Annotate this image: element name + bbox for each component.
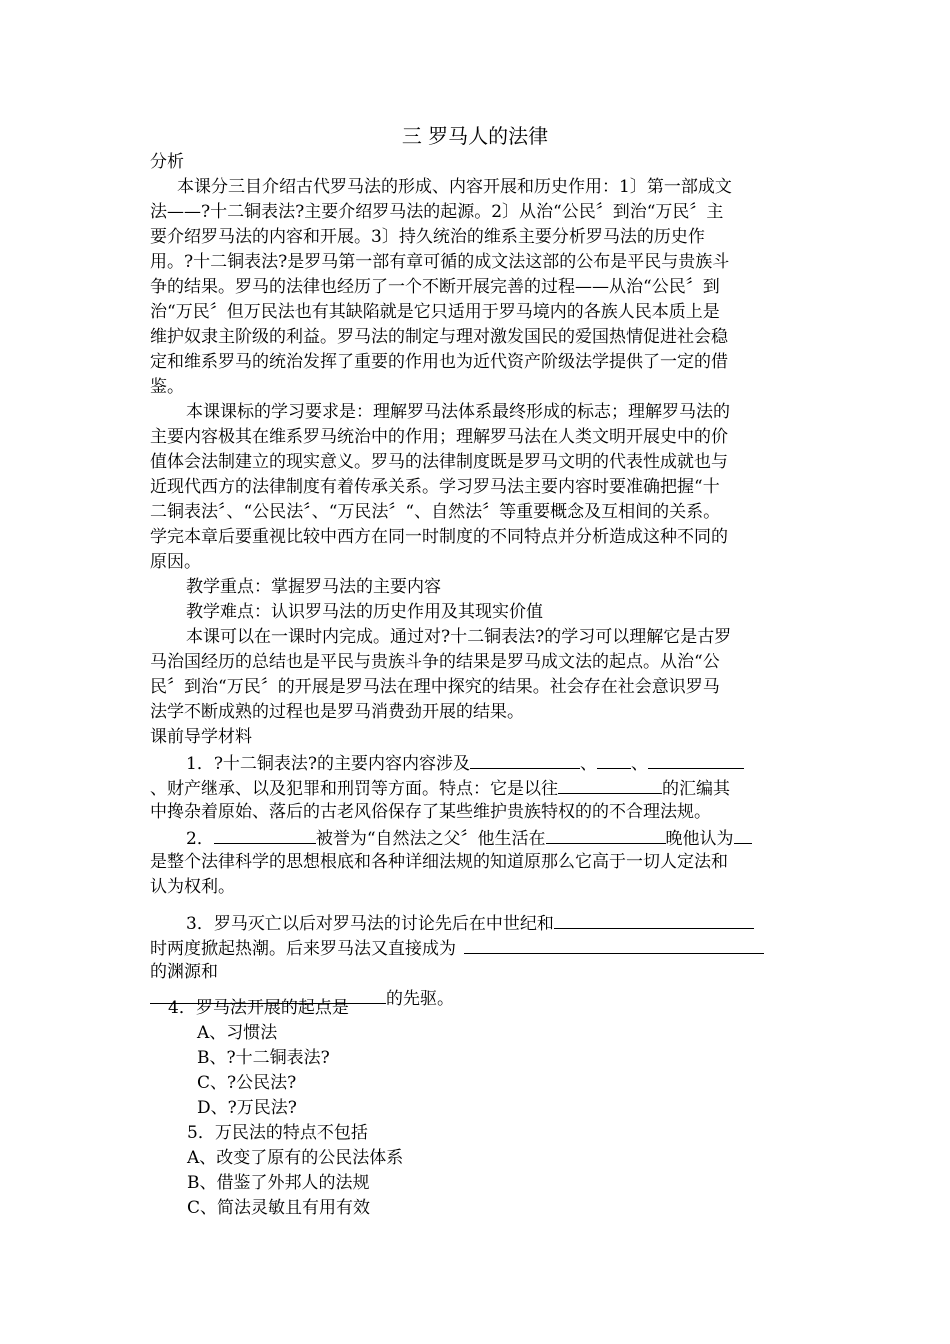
teaching-difficulty: 教学难点：认识罗马法的历史作用及其现实价值 xyxy=(186,602,543,622)
paragraph-line: 近现代西方的法律制度有着传承关系。学习罗马法主要内容时要准确把握“十 xyxy=(150,477,720,497)
answer-blank[interactable] xyxy=(470,750,580,769)
analysis-heading: 分析 xyxy=(150,152,184,172)
question-2-line-1 xyxy=(150,825,802,850)
paragraph-line: 马治国经历的总结也是平民与贵族斗争的结果是罗马成文法的起点。从治“公 xyxy=(150,652,720,672)
paragraph-line: 二铜表法〞、“公民法〞、“万民法〞“、自然法〞等重要概念及互相间的关系。 xyxy=(150,502,721,522)
question-text: 、财产继承、以及犯罪和刑罚等方面。特点：它是以往 xyxy=(150,779,558,799)
paragraph-line: 定和维系罗马的统治发挥了重要的作用也为近代资产阶级法学提供了一定的借 xyxy=(150,352,728,372)
question-text: 、 xyxy=(631,754,649,774)
answer-blank[interactable] xyxy=(546,825,666,844)
question-text: 的先驱。 xyxy=(386,989,454,1009)
question-1-line-1 xyxy=(150,750,802,775)
question-3-line-3: 的渊源和 xyxy=(150,962,218,982)
answer-blank[interactable] xyxy=(464,935,764,954)
paragraph-line: 本课课标的学习要求是：理解罗马法体系最终形成的标志；理解罗马法的 xyxy=(186,402,730,422)
question-2-line-3: 认为权利。 xyxy=(150,877,235,897)
choice-option[interactable]: B、借鉴了外邦人的法规 xyxy=(187,1173,370,1193)
question-1-line-3: 中搀杂着原始、落后的古老风俗保存了某些维护贵族特权的的不合理法规。 xyxy=(150,802,711,822)
choice-option[interactable]: C、?公民法? xyxy=(197,1073,297,1093)
paragraph-line: 主要内容极其在维系罗马统治中的作用；理解罗马法在人类文明开展史中的价 xyxy=(150,427,728,447)
paragraph-line: 本课可以在一课时内完成。通过对?十二铜表法?的学习可以理解它是古罗 xyxy=(186,627,732,647)
paragraph-line: 值体会法制建立的现实意义。罗马的法律制度既是罗马文明的代表性成就也与 xyxy=(150,452,728,472)
question-text: 的汇编其 xyxy=(662,779,730,799)
paragraph-line: 维护奴隶主阶级的利益。罗马法的制定与理对激发国民的爱国热情促进社会稳 xyxy=(150,327,728,347)
paragraph-line: 法——?十二铜表法?主要介绍罗马法的起源。2〕从治“公民〞到治“万民〞主 xyxy=(150,202,724,222)
choice-option[interactable]: D、?万民法? xyxy=(197,1098,297,1118)
paragraph-line: 要介绍罗马法的内容和开展。3〕持久统治的维系主要分析罗马法的历史作 xyxy=(150,227,705,247)
question-4-stem: 4．罗马法开展的起点是 xyxy=(168,998,349,1018)
choice-option[interactable]: A、习惯法 xyxy=(197,1023,278,1043)
question-text: 、 xyxy=(580,754,598,774)
paragraph-line: 法学不断成熟的过程也是罗马消费劲开展的结果。 xyxy=(150,702,524,722)
paragraph-line: 原因。 xyxy=(150,552,201,572)
choice-option[interactable]: C、简法灵敏且有用有效 xyxy=(187,1198,371,1218)
question-2-line-2: 是整个法律科学的思想根底和各种详细法规的知道原那么它高于一切人定法和 xyxy=(150,852,728,872)
materials-heading: 课前导学材料 xyxy=(150,727,252,747)
paragraph-line: 鉴。 xyxy=(150,377,184,397)
question-text: 3．罗马灭亡以后对罗马法的讨论先后在中世纪和 xyxy=(186,914,554,934)
question-text: 被誉为“自然法之父〞他生活在 xyxy=(315,829,546,849)
teaching-focus: 教学重点：掌握罗马法的主要内容 xyxy=(186,577,441,597)
answer-blank[interactable] xyxy=(648,750,744,769)
paragraph-line: 本课分三目介绍古代罗马法的形成、内容开展和历史作用：1〕第一部成文 xyxy=(177,177,732,197)
choice-option[interactable]: B、?十二铜表法? xyxy=(197,1048,330,1068)
answer-blank[interactable] xyxy=(597,750,631,769)
question-text: 1．?十二铜表法?的主要内容内容涉及 xyxy=(186,754,471,774)
question-text: 时两度掀起热潮。后来罗马法又直接成为 xyxy=(150,939,456,959)
question-3-line-2 xyxy=(150,935,802,960)
answer-blank[interactable] xyxy=(734,825,752,844)
page-title: 三 罗马人的法律 xyxy=(401,124,549,148)
answer-blank[interactable] xyxy=(554,910,754,929)
paragraph-line: 学完本章后要重视比较中西方在同一时制度的不同特点并分析造成这种不同的 xyxy=(150,527,728,547)
paragraph-line: 民〞到治“万民〞的开展是罗马法在理中探究的结果。社会存在社会意识罗马 xyxy=(150,677,720,697)
answer-blank[interactable] xyxy=(214,825,316,844)
paragraph-line: 用。?十二铜表法?是罗马第一部有章可循的成文法这部的公布是平民与贵族斗 xyxy=(150,252,730,272)
answer-blank[interactable] xyxy=(558,775,662,794)
choice-option[interactable]: A、改变了原有的公民法体系 xyxy=(187,1148,404,1168)
question-3-line-1 xyxy=(150,910,802,935)
question-text: 2． xyxy=(186,829,214,849)
question-5-stem: 5．万民法的特点不包括 xyxy=(187,1123,368,1143)
question-text: 晚他认为 xyxy=(665,829,734,849)
paragraph-line: 治“万民〞但万民法也有其缺陷就是它只适用于罗马境内的各族人民本质上是 xyxy=(150,302,720,322)
question-1-line-2 xyxy=(150,775,802,800)
paragraph-line: 争的结果。罗马的法律也经历了一个不断开展完善的过程——从治“公民〞到 xyxy=(150,277,720,297)
analysis-section xyxy=(150,150,802,1010)
